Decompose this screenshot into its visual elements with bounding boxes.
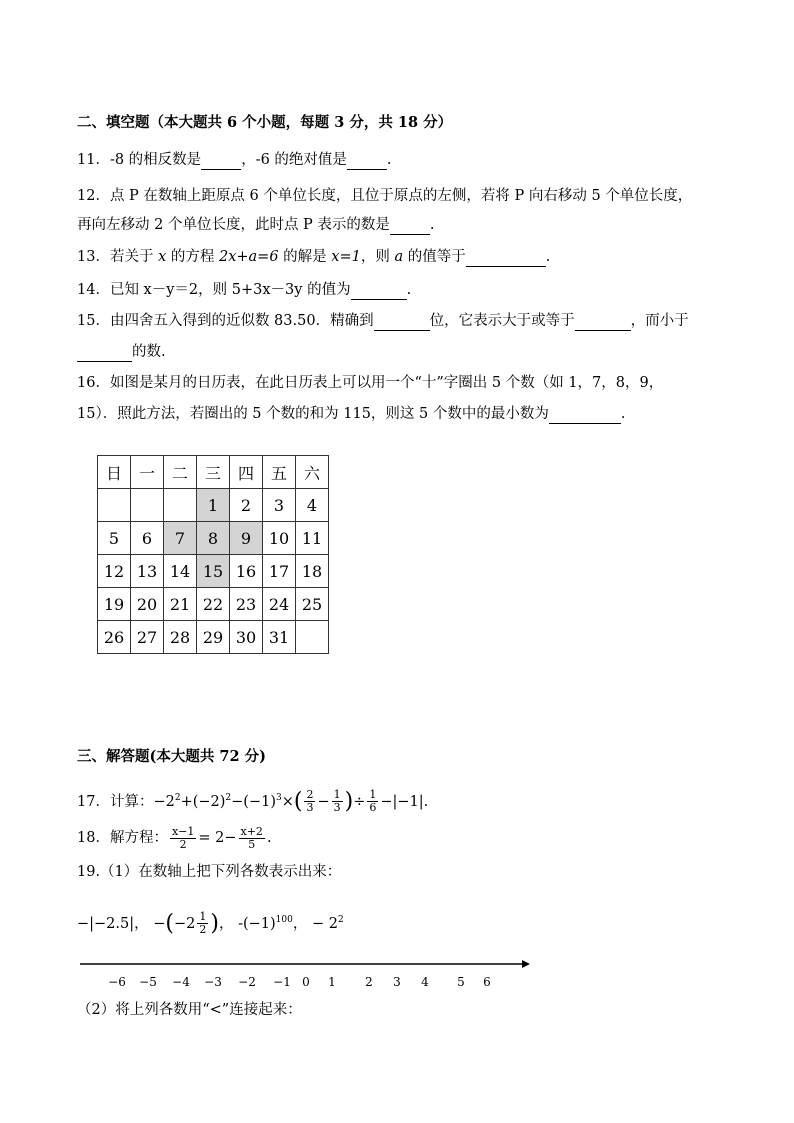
section3-heading: 三、解答题(本大题共 72 分) — [77, 748, 266, 765]
calendar-cell: 12 — [98, 555, 131, 588]
calendar-row — [98, 489, 329, 522]
tick-label: −1 — [273, 975, 291, 989]
question-16-line2: 15）．照此方法，若圈出的 5 个数的和为 115，则这 5 个数中的最小数为 . — [77, 406, 626, 422]
calendar-cell-highlighted: 9 — [230, 522, 263, 555]
question-16-line1: 16．如图是某月的日历表，在此日历表上可以用一个“十”字圈出 5 个数（如 1，7，8，9， — [77, 375, 664, 391]
weekday-header: 五 — [263, 456, 296, 489]
calendar-cell: 4 — [296, 489, 329, 522]
calendar-cell: 19 — [98, 588, 131, 621]
tick-label: 1 — [328, 975, 336, 989]
answer-blank[interactable] — [77, 345, 132, 362]
calendar-cell: 28 — [164, 621, 197, 654]
calendar-table — [97, 455, 329, 654]
question-19-part2: （2）将上列各数用“<”连接起来： — [77, 1002, 302, 1018]
answer-blank[interactable] — [201, 153, 241, 170]
right-paren: ) — [344, 788, 354, 814]
calendar-cell: 6 — [131, 522, 164, 555]
calendar-cell: 29 — [197, 621, 230, 654]
tick-label: 6 — [483, 975, 491, 989]
answer-blank[interactable] — [390, 218, 430, 235]
calendar-cell: 5 — [98, 522, 131, 555]
calendar-cell: 3 — [263, 489, 296, 522]
calendar-cell: 17 — [263, 555, 296, 588]
calendar-cell: 21 — [164, 588, 197, 621]
question-19-numbers: −|−2.5|， −(−2 $\frac{1}{2}$ )， $-(-1)^{100}$， − $2^2$ — [77, 910, 344, 937]
calendar-cell: 20 — [131, 588, 164, 621]
calendar-cell: 30 — [230, 621, 263, 654]
question-11: 11．-8 的相反数是 ，-6 的绝对值是 . — [77, 152, 392, 168]
weekday-header: 四 — [230, 456, 263, 489]
fraction: $\frac{x-1}{2}$ — [171, 824, 195, 851]
calendar-cell: 24 — [263, 588, 296, 621]
calendar-header-row — [98, 456, 329, 489]
calendar-row — [98, 555, 329, 588]
calendar-cell: 23 — [230, 588, 263, 621]
question-19-part1: 19.（1）在数轴上把下列各数表示出来： — [77, 864, 342, 880]
question-13: 13．若关于 x 的方程 2x+a=6 的解是 x=1，则 a 的值等于 . — [77, 249, 551, 265]
tick-label: 4 — [421, 975, 429, 989]
calendar-row — [98, 621, 329, 654]
section2-heading: 二、填空题（本大题共 6 个小题，每题 3 分，共 18 分） — [77, 114, 453, 131]
calendar-cell — [131, 489, 164, 522]
answer-blank[interactable] — [351, 283, 407, 300]
calendar-cell: 11 — [296, 522, 329, 555]
calendar-cell: 10 — [263, 522, 296, 555]
weekday-header: 六 — [296, 456, 329, 489]
calendar-row — [98, 522, 329, 555]
tick-label: −4 — [172, 975, 190, 989]
left-paren: ( — [165, 910, 174, 936]
tick-label: −3 — [204, 975, 222, 989]
question-14: 14．已知 x－y＝2，则 5+3x－3y 的值为 . — [77, 282, 412, 298]
calendar-cell: 14 — [164, 555, 197, 588]
calendar-cell: 13 — [131, 555, 164, 588]
answer-blank[interactable] — [347, 153, 387, 170]
fraction: $\frac{1}{3}$ — [333, 788, 341, 815]
answer-blank[interactable] — [549, 407, 621, 424]
fraction: $\frac{1}{2}$ — [199, 910, 207, 937]
tick-label: 5 — [457, 975, 465, 989]
left-paren: ( — [293, 788, 303, 814]
number-line — [70, 950, 540, 995]
tick-label: −2 — [238, 975, 256, 989]
answer-blank[interactable] — [575, 314, 631, 331]
calendar-cell-highlighted: 15 — [197, 555, 230, 588]
calendar-cell — [164, 489, 197, 522]
question-18: 18．解方程： $\frac{x-1}{2}$ = 2− $\frac{x+2}{5}$ . — [77, 824, 272, 851]
question-17: 17．计算：$-2^2+(-2)^2-(-1)^3\times$( $\frac{2}{3}$ − $\frac{1}{3}$ )÷ $\frac{1}{6}$ −|−1|. — [77, 788, 429, 815]
weekday-header: 一 — [131, 456, 164, 489]
calendar-cell-highlighted: 7 — [164, 522, 197, 555]
fraction: $\frac{x+2}{5}$ — [240, 824, 263, 851]
right-paren: ) — [210, 910, 219, 936]
question-12-line2: 再向左移动 2 个单位长度，此时点 P 表示的数是 . — [77, 217, 435, 233]
calendar-cell-highlighted: 8 — [197, 522, 230, 555]
tick-label: 2 — [365, 975, 373, 989]
calendar-cell: 2 — [230, 489, 263, 522]
fraction: $\frac{1}{6}$ — [369, 788, 377, 815]
calendar-cell: 26 — [98, 621, 131, 654]
question-15-line2: 的数. — [77, 342, 166, 362]
answer-blank[interactable] — [374, 314, 430, 331]
weekday-header: 二 — [164, 456, 197, 489]
number-line-arrow — [522, 960, 530, 968]
calendar-cell: 25 — [296, 588, 329, 621]
calendar-row — [98, 588, 329, 621]
calendar-cell — [98, 489, 131, 522]
tick-label: 3 — [393, 975, 401, 989]
tick-label: −6 — [108, 975, 126, 989]
weekday-header: 三 — [197, 456, 230, 489]
fraction: $\frac{2}{3}$ — [306, 788, 314, 815]
calendar-cell-highlighted: 1 — [197, 489, 230, 522]
calendar-cell: 16 — [230, 555, 263, 588]
answer-blank[interactable] — [466, 250, 546, 267]
calendar-cell: 27 — [131, 621, 164, 654]
calendar-cell: 31 — [263, 621, 296, 654]
calendar-cell: 18 — [296, 555, 329, 588]
question-12-line1: 12．点 P 在数轴上距原点 6 个单位长度，且位于原点的左侧，若将 P 向右移动 5 个单位长度， — [77, 188, 693, 204]
question-15-line1: 15．由四舍五入得到的近似数 83.50．精确到 位，它表示大于或等于 ，而小于 — [77, 313, 689, 329]
calendar-cell: 22 — [197, 588, 230, 621]
tick-label: 0 — [302, 975, 310, 989]
calendar-cell — [296, 621, 329, 654]
tick-label: −5 — [139, 975, 157, 989]
weekday-header: 日 — [98, 456, 131, 489]
